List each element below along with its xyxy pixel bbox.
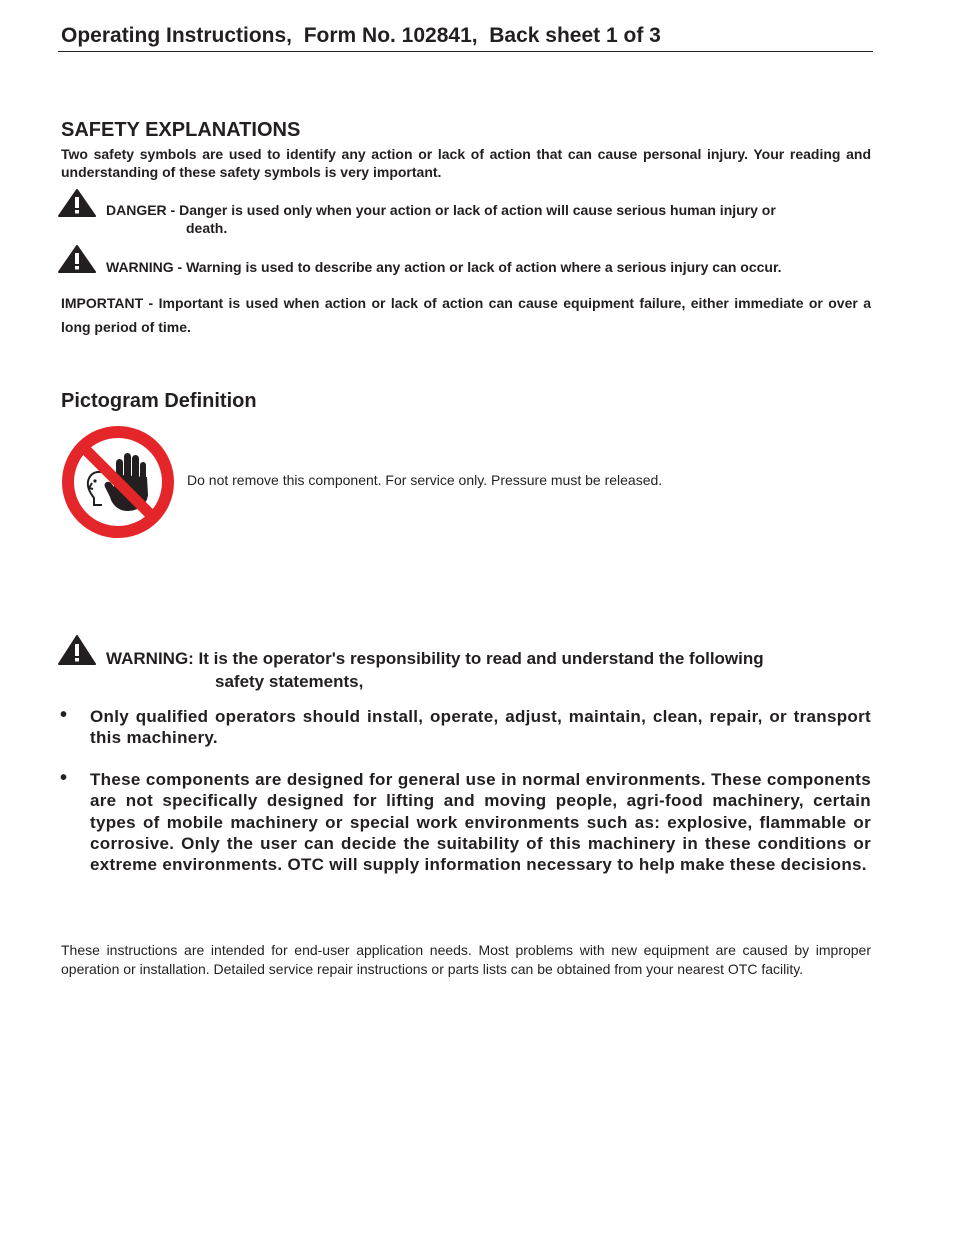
warning-triangle-icon <box>58 635 96 669</box>
footer-note: These instructions are intended for end-user application needs. Most problems with new equipment are caused by improper operation or installation. Detailed service repair instructions or parts lists can be obtained from your nearest OTC facility. <box>61 942 871 977</box>
operator-warning-heading: WARNING: It is the operator's responsibility to read and understand the following <box>106 649 764 668</box>
do-not-touch-prohibition-icon <box>61 425 175 539</box>
important-definition: IMPORTANT - Important is used when action or lack of action can cause equipment failure, either immediate or over a long period of time. <box>61 295 871 335</box>
warning-triangle-icon <box>58 189 96 223</box>
bullet-icon: • <box>60 704 68 726</box>
page-title: Operating Instructions, Form No. 102841, Back sheet 1 of 3 <box>61 24 661 47</box>
danger-definition-continued: death. <box>186 220 228 236</box>
danger-definition: DANGER - Danger is used only when your action or lack of action will cause serious human injury or <box>106 202 776 218</box>
pictogram-heading: Pictogram Definition <box>61 390 257 412</box>
pictogram-description: Do not remove this component. For service only. Pressure must be released. <box>187 472 663 488</box>
warning-triangle-icon <box>58 245 96 279</box>
operator-warning-heading-continued: safety statements, <box>215 672 364 691</box>
list-item-text: Only qualified operators should install, operate, adjust, maintain, clean, repair, or transport this machinery. <box>90 707 871 748</box>
safety-heading: SAFETY EXPLANATIONS <box>61 119 301 141</box>
list-item-text: These components are designed for general use in normal environments. These components are not specifically designed for lifting and moving people, agri-food machinery, certain types of mobile machinery or special work environments such as: explosive, flammable or corrosive. Only the user can decide the suitability of this machinery in these conditions or extreme environments. OTC will supply information necessary to help make these decisions. <box>90 770 871 875</box>
bullet-icon: • <box>60 767 68 789</box>
safety-intro: Two safety symbols are used to identify any action or lack of action that can cause personal injury. Your reading and understanding of these safety symbols is very important. <box>61 146 871 180</box>
warning-definition: WARNING - Warning is used to describe any action or lack of action where a serious injury can occur. <box>106 259 782 275</box>
header-divider <box>58 51 873 52</box>
